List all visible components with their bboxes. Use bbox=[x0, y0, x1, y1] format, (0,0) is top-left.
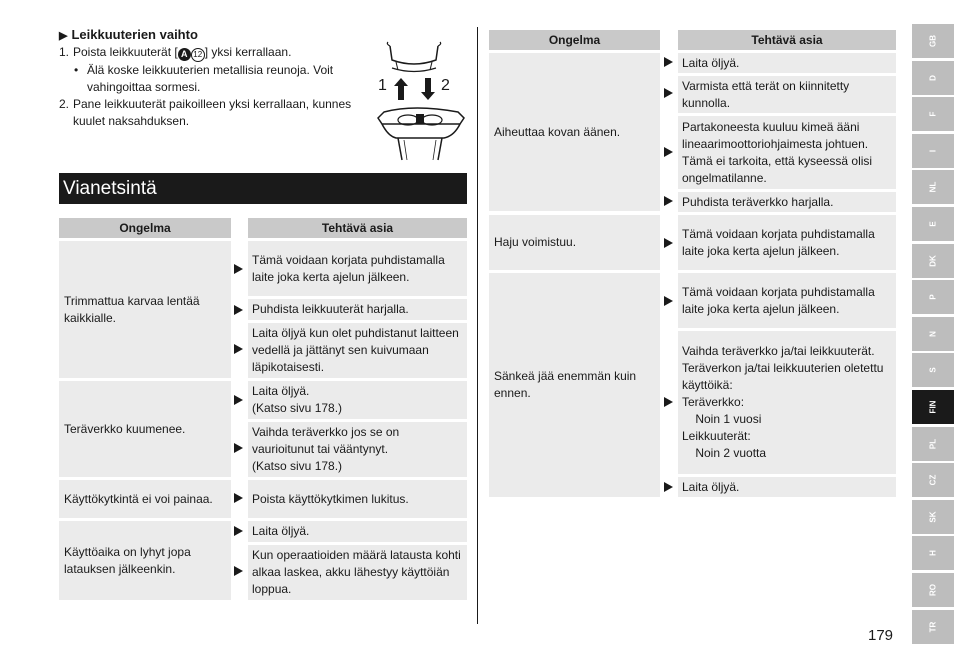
language-tab-fin[interactable] bbox=[912, 390, 954, 424]
illustration-label-1: 1 bbox=[378, 77, 387, 94]
action-cell: Puhdista leikkuuterät harjalla. bbox=[248, 299, 467, 320]
triangle-bullet-icon: ▶ bbox=[59, 30, 68, 42]
language-tab-s[interactable] bbox=[912, 353, 954, 387]
action-cell: Vaihda teräverkko jos se on vaurioitunut tai vääntynyt. (Katso sivu 178.) bbox=[248, 422, 467, 477]
arrow-icon bbox=[234, 566, 243, 576]
language-tab-sk[interactable] bbox=[912, 500, 954, 534]
language-tab-label: PL bbox=[928, 438, 938, 449]
language-tab-cz[interactable] bbox=[912, 463, 954, 497]
arrow-icon bbox=[234, 526, 243, 536]
arrow-icon bbox=[664, 482, 673, 492]
language-tab-label: E bbox=[928, 221, 938, 227]
arrow-icon bbox=[234, 395, 243, 405]
step-1: 1. Poista leikkuuterät [ A 12 ] yksi kerrallaan. bbox=[59, 44, 379, 62]
language-tab-p[interactable] bbox=[912, 280, 954, 314]
language-tab-label: GB bbox=[928, 35, 938, 47]
language-tab-f[interactable] bbox=[912, 97, 954, 131]
arrow-icon bbox=[664, 196, 673, 206]
action-cell: Tämä voidaan korjata puhdistamalla laite joka kerta ajelun jälkeen. bbox=[248, 241, 467, 296]
instructions-heading: ▶ Leikkuuterien vaihto bbox=[59, 27, 198, 42]
problem-cell: Aiheuttaa kovan äänen. bbox=[489, 53, 660, 211]
language-tab-label: FIN bbox=[928, 400, 938, 414]
language-tab-label: I bbox=[928, 149, 938, 152]
problem-cell: Käyttöaika on lyhyt jopa latauksen jälkeenkin. bbox=[59, 521, 231, 600]
language-tab-label: TR bbox=[928, 621, 938, 632]
language-tab-i[interactable] bbox=[912, 134, 954, 168]
problem-cell: Haju voimistuu. bbox=[489, 215, 660, 270]
problem-cell: Teräverkko kuumenee. bbox=[59, 381, 231, 477]
right-header-action: Tehtävä asia bbox=[678, 30, 896, 50]
language-tab-pl[interactable] bbox=[912, 427, 954, 461]
arrow-icon bbox=[234, 493, 243, 503]
language-tab-e[interactable] bbox=[912, 207, 954, 241]
problem-cell: Trimmattua karvaa lentää kaikkialle. bbox=[59, 241, 231, 378]
action-cell: Puhdista teräverkko harjalla. bbox=[678, 192, 896, 212]
language-tab-label: SK bbox=[928, 511, 938, 523]
language-tab-label: N bbox=[928, 330, 938, 337]
arrow-icon bbox=[664, 238, 673, 248]
language-tab-label: DK bbox=[928, 254, 938, 267]
action-cell: Laita öljyä. (Katso sivu 178.) bbox=[248, 381, 467, 419]
arrow-icon bbox=[664, 88, 673, 98]
step-2: 2. Pane leikkuuterät paikoilleen yksi kerrallaan, kunnes kuulet naksahduksen. bbox=[59, 97, 352, 128]
language-tab-dk[interactable] bbox=[912, 244, 954, 278]
language-tab-ro[interactable] bbox=[912, 573, 954, 607]
language-tab-label: P bbox=[928, 294, 938, 300]
arrow-icon bbox=[664, 147, 673, 157]
action-cell: Tämä voidaan korjata puhdistamalla laite joka kerta ajelun jälkeen. bbox=[678, 273, 896, 328]
arrow-icon bbox=[234, 443, 243, 453]
arrow-icon bbox=[234, 264, 243, 274]
part-a-icon: A bbox=[178, 48, 191, 61]
left-header-action: Tehtävä asia bbox=[248, 218, 467, 238]
action-cell: Poista käyttökytkimen lukitus. bbox=[248, 480, 467, 518]
action-cell: Laita öljyä kun olet puhdistanut laitteen vedellä ja jättänyt sen kuivumaan läpikotaisesti. bbox=[248, 323, 467, 378]
language-tab-h[interactable] bbox=[912, 536, 954, 570]
language-tab-label: RO bbox=[928, 584, 938, 596]
action-cell: Laita öljyä. bbox=[678, 477, 896, 497]
blade-replacement-illustration bbox=[374, 40, 470, 162]
action-cell: Laita öljyä. bbox=[678, 53, 896, 73]
language-tab-label: H bbox=[928, 550, 938, 557]
arrow-icon bbox=[664, 57, 673, 67]
action-cell: Varmista että terät on kiinnitetty kunnolla. bbox=[678, 76, 896, 113]
language-tab-d[interactable] bbox=[912, 61, 954, 95]
language-tab-gb[interactable] bbox=[912, 24, 954, 58]
action-cell: Vaihda teräverkko ja/tai leikkuuterät. Teräverkon ja/tai leikkuuterien oletettu käyttöikä: Teräverkko: Noin 1 vuosi Leikkuuterät: Noin 2 vuotta bbox=[678, 331, 896, 474]
arrow-icon bbox=[664, 296, 673, 306]
page-number: 179 bbox=[868, 627, 894, 644]
part-12-icon: 12 bbox=[191, 48, 205, 62]
language-tab-tr[interactable] bbox=[912, 610, 954, 644]
replacement-instructions bbox=[59, 27, 379, 130]
arrow-icon bbox=[234, 344, 243, 354]
language-tab-label: S bbox=[928, 367, 938, 374]
action-cell: Kun operaatioiden määrä latausta kohti alkaa laskea, akku lähestyy käyttöiän loppua. bbox=[248, 545, 467, 600]
problem-cell: Käyttökytkintä ei voi painaa. bbox=[59, 480, 231, 518]
arrow-icon bbox=[664, 397, 673, 407]
language-tab-label: CZ bbox=[928, 474, 938, 486]
section-title: Vianetsintä bbox=[59, 173, 467, 204]
language-tab-label: F bbox=[928, 111, 938, 117]
language-tab-label: NL bbox=[928, 182, 938, 193]
language-tab-label: D bbox=[928, 74, 938, 81]
language-tab-nl[interactable] bbox=[912, 170, 954, 204]
column-divider bbox=[477, 27, 478, 624]
right-header-problem: Ongelma bbox=[489, 30, 660, 50]
arrow-icon bbox=[234, 305, 243, 315]
problem-cell: Sänkeä jää enemmän kuin ennen. bbox=[489, 273, 660, 497]
language-tab-n[interactable] bbox=[912, 317, 954, 351]
illustration-label-2: 2 bbox=[441, 77, 450, 94]
action-cell: Partakoneesta kuuluu kimeä ääni lineaarimoottoriohjaimesta johtuen. Tämä ei tarkoita, että kyseessä olisi ongelmatilanne. bbox=[678, 116, 896, 189]
action-cell: Laita öljyä. bbox=[248, 521, 467, 542]
action-cell: Tämä voidaan korjata puhdistamalla laite joka kerta ajelun jälkeen. bbox=[678, 215, 896, 270]
warning-bullet: • Älä koske leikkuuterien metallisia reunoja. Voit vahingoittaa sormesi. bbox=[74, 63, 334, 94]
left-header-problem: Ongelma bbox=[59, 218, 231, 238]
